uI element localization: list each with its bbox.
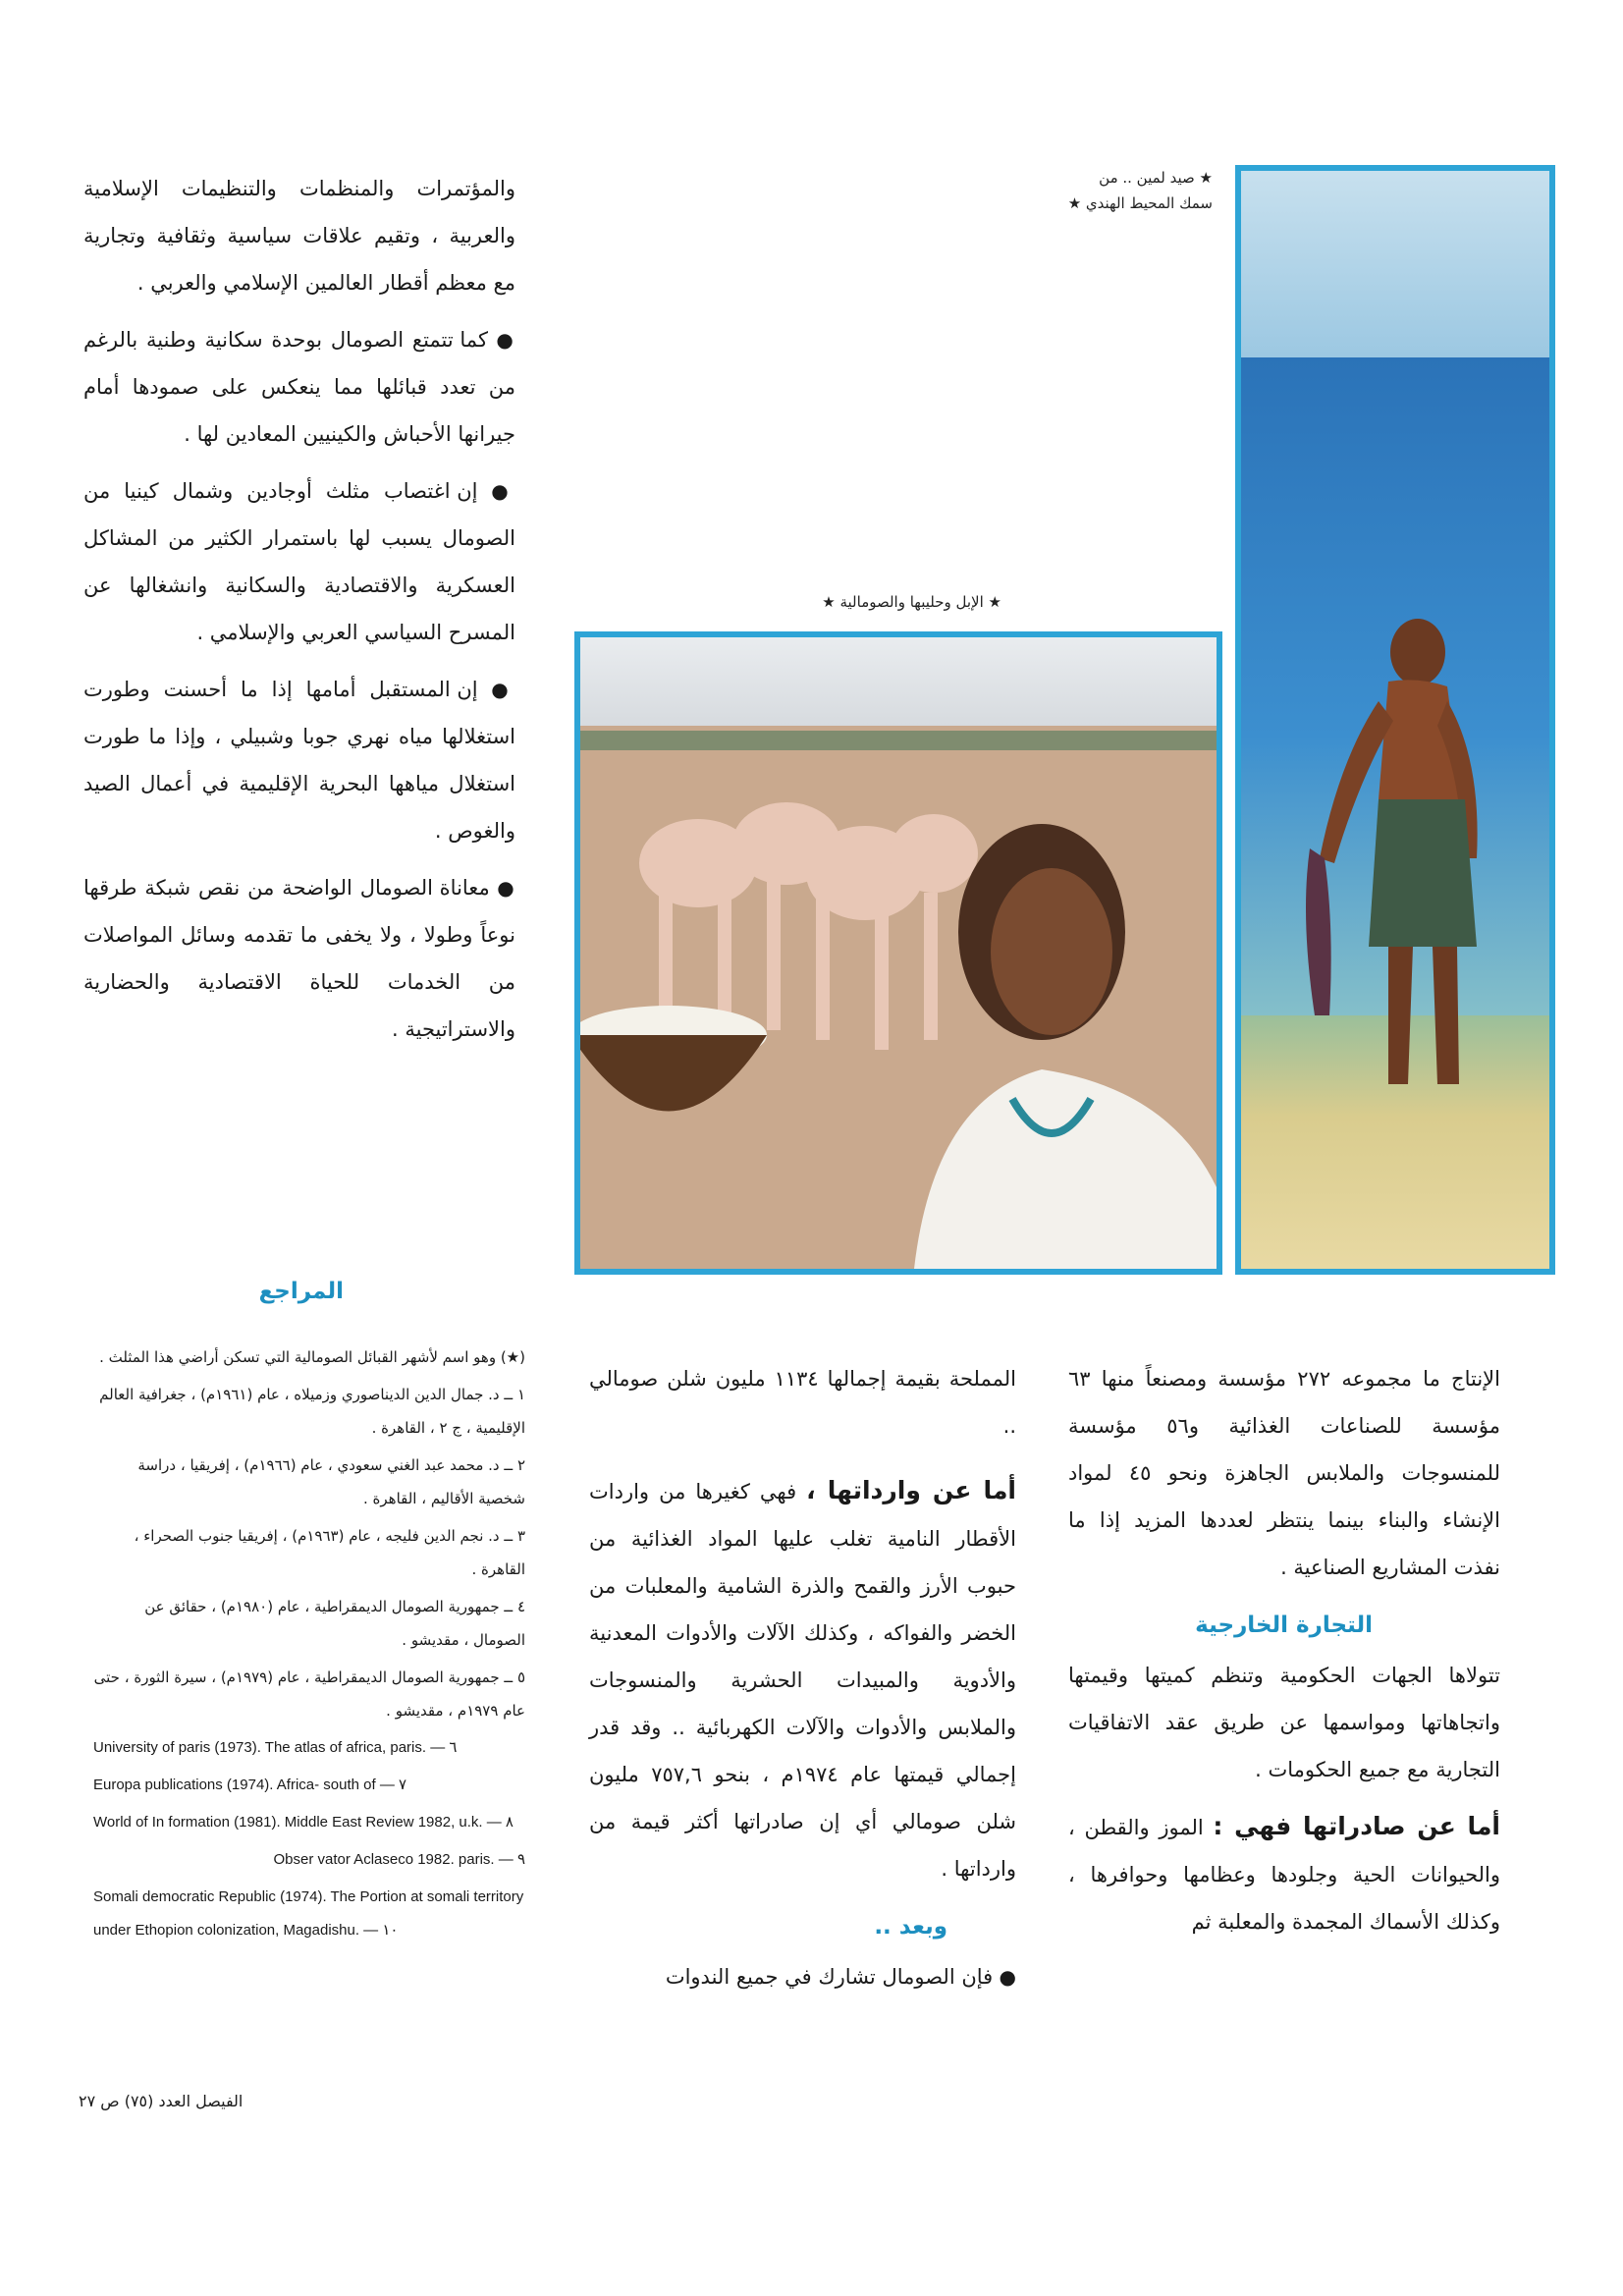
middle-column <box>589 1355 1016 2010</box>
reference-item-en: Obser vator Aclaseco 1982. paris. — ٩ <box>273 1851 525 1868</box>
reference-item: ٢ ــ د. محمد عبد الغني سعودي ، عام (١٩٦٦م) ، إفريقيا ، دراسة شخصية الأقاليم ، القاهرة . <box>137 1456 525 1507</box>
paragraph: ● فإن الصومال تشارك في جميع الندوات <box>589 1953 1016 2000</box>
reference-item-en: University of paris (1973). The atlas of africa, paris. — ٦ <box>93 1739 458 1756</box>
photo-caption-camels: ★ الإبل وحليبها والصومالية ★ <box>822 593 1001 611</box>
reference-item: ١ ــ د. جمال الدين الديناصوري وزميلاه ، عام (١٩٦١م) ، جغرافية العالم الإقليمية ، ج ٢ ، القاهرة . <box>99 1386 525 1437</box>
photo-caption-fisherman: ★ صيد لمين .. من سمك المحيط الهندي ★ <box>1067 169 1213 212</box>
fisherman-illustration <box>1241 171 1549 1269</box>
paragraph-body: فهي كغيرها من واردات الأقطار النامية تغلب عليها المواد الغذائية من حبوب الأرز والقمح والذرة الشامية والمعلبات من الخضر والفواكه ، وكذلك الآلات والأدوات المعدنية والأدوية والمبيدات الحشرية والمنسوجات والملابس والأدوات والآلات الكهربائية .. وقد قدر إجمالي قيمتها عام ١٩٧٤م ، بنحو ٧٥٧,٦ مليون شلن صومالي أي إن صادراتها أكثر قيمة من وارداتها . <box>589 1480 1016 1881</box>
paragraph: ● كما تتمتع الصومال بوحدة سكانية وطنية بالرغم من تعدد قبائلها مما ينعكس على صمودها أمام جيرانها الأحباش والكينيين المعادين لها . <box>83 316 515 458</box>
paragraph: ● إن اغتصاب مثلث أوجادين وشمال كينيا من الصومال يسبب لها باستمرار الكثير من المشاكل العسكرية والاقتصادية والسكانية وانشغالها عن المسرح السياسي العربي والإسلامي . <box>83 467 515 656</box>
camels-woman-photo <box>574 631 1222 1275</box>
references-title: المراجع <box>258 1279 344 1304</box>
camels-illustration <box>580 637 1217 1269</box>
page-footer: الفيصل العدد (٧٥) ص ٢٧ <box>79 2092 243 2110</box>
reference-item: ٥ ــ جمهورية الصومال الديمقراطية ، عام (١٩٧٩م) ، سيرة الثورة ، حتى عام ١٩٧٩م ، مقديشو . <box>93 1668 525 1720</box>
reference-item-en: Europa publications (1974). Africa- south of — ٧ <box>93 1777 407 1793</box>
reference-note: (★) وهو اسم لأشهر القبائل الصومالية التي تسكن أراضي هذا المثلث . <box>99 1348 525 1366</box>
paragraph <box>589 1467 1016 1892</box>
paragraph: تتولاها الجهات الحكومية وتنظم كميتها وقيمتها واتجاهاتها ومواسمها عن طريق عقد الاتفاقيات التجارية مع جميع الحكومات . <box>1068 1664 1500 1781</box>
section-heading: وبعد .. <box>874 1914 947 1940</box>
paragraph <box>1068 1803 1500 1945</box>
fisherman-photo <box>1235 165 1555 1275</box>
reference-item: ٣ ــ د. نجم الدين فليجه ، عام (١٩٦٣م) ، إفريقيا جنوب الصحراء ، القاهرة . <box>134 1527 525 1578</box>
reference-item-en: World of In formation (1981). Middle East Review 1982, u.k. — ٨ <box>93 1814 514 1831</box>
left-column <box>1068 1355 1500 1955</box>
reference-item-en: Somali democratic Republic (1974). The Portion at somali territory under Ethopion colonization, Magadishu. — ١٠ <box>93 1888 524 1939</box>
paragraph: والمؤتمرات والمنظمات والتنظيمات الإسلامية والعربية ، وتقيم علاقات سياسية وثقافية وتجارية مع معظم أقطار العالمين الإسلامي والعربي . <box>83 177 515 295</box>
section-heading: التجارة الخارجية <box>1195 1613 1373 1638</box>
paragraph: ● معاناة الصومال الواضحة من نقص شبكة طرقها نوعاً وطولا ، ولا يخفى ما تقدمه وسائل المواصلات من الخدمات للحياة الاقتصادية والحضارية والاستراتيجية . <box>83 864 515 1053</box>
paragraph: الإنتاج ما مجموعه ٢٧٢ مؤسسة ومصنعاً منها ٦٣ مؤسسة للصناعات الغذائية و٥٦ مؤسسة للمنسوجات والملابس الجاهزة ونحو ٤٥ لمواد الإنشاء والبناء بينما ينتظر لعددها المزيد إذا ما نفذت المشاريع الصناعية . <box>1068 1367 1500 1579</box>
reference-item: ٤ ــ جمهورية الصومال الديمقراطية ، عام (١٩٨٠م) ، حقائق عن الصومال ، مقديشو . <box>144 1598 525 1649</box>
paragraph-body: الموز والقطن ، والحيوانات الحية وجلودها وعظامها وحوافرها ، وكذلك الأسماك المجمدة والمعلبة ثم <box>1068 1816 1500 1934</box>
lead-text: أما عن صادراتها فهي : <box>1213 1812 1500 1840</box>
paragraph: ● إن المستقبل أمامها إذا ما أحسنت وطورت استغلالها مياه نهري جوبا وشبيلي ، وإذا ما طورت استغلال مياهها البحرية الإقليمية في أعمال الصيد والغوص . <box>83 666 515 854</box>
references-list <box>93 1340 525 1951</box>
paragraph: المملحة بقيمة إجمالها ١١٣٤ مليون شلن صومالي .. <box>589 1367 1016 1438</box>
lead-text: أما عن وارداتها ، <box>806 1476 1016 1504</box>
right-column <box>83 165 515 1063</box>
